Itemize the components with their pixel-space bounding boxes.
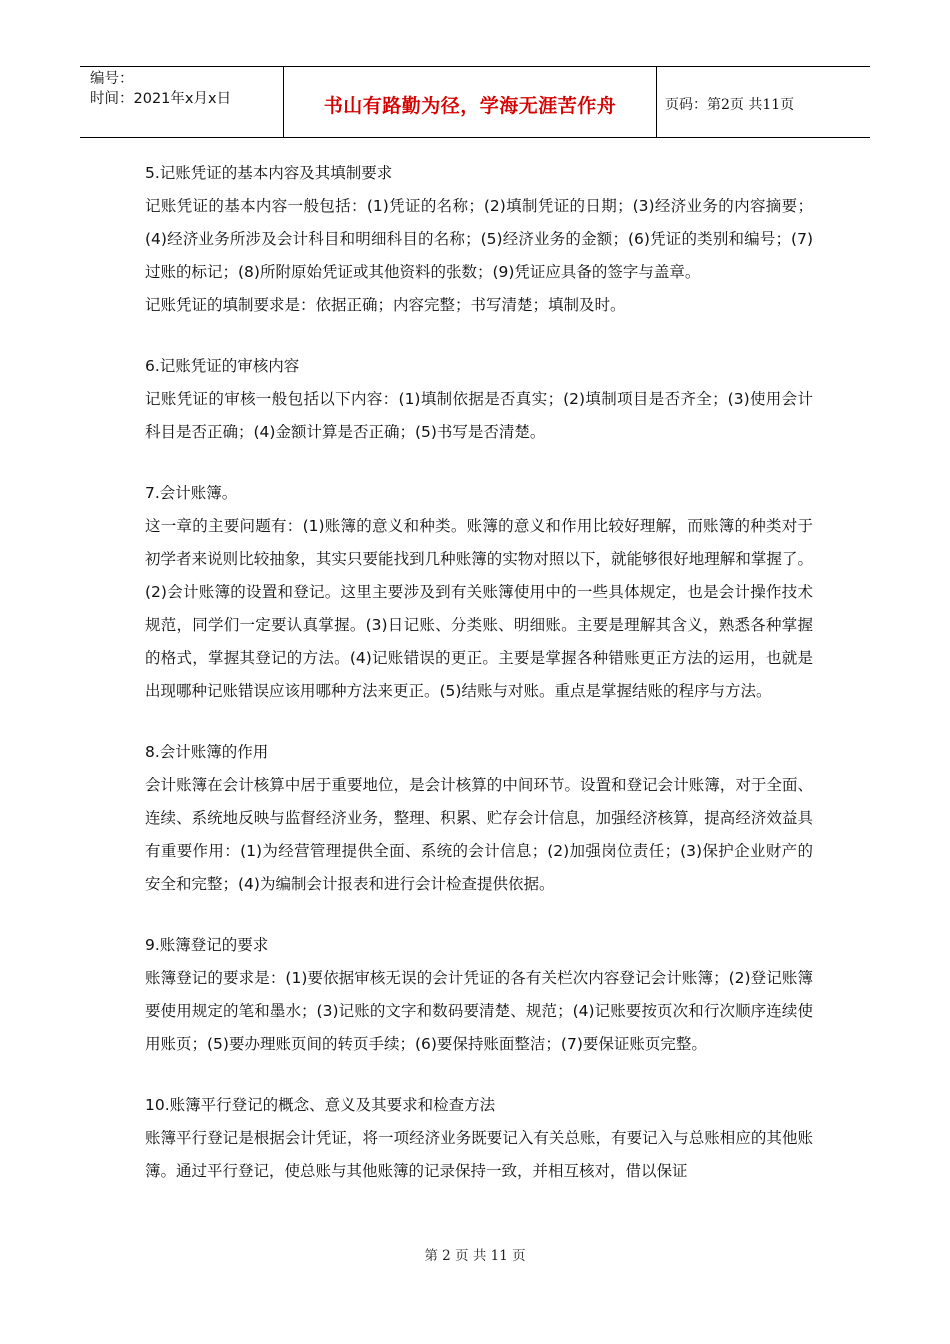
section-paragraph: 账簿登记的要求是：(1)要依据审核无误的会计凭证的各有关栏次内容登记会计账簿；(2)登记账簿要使用规定的笔和墨水；(3)记账的文字和数码要清楚、规范；(4)记账要按页次和行次顺序连续使用账页；(5)要办理账页间的转页手续；(6)要保持账面整洁；(7)要保证账页完整。 [145, 969, 813, 1053]
section-paragraph: 记账凭证的基本内容一般包括：(1)凭证的名称；(2)填制凭证的日期；(3)经济业务的内容摘要；(4)经济业务所涉及会计科目和明细科目的名称；(5)经济业务的金额；(6)凭证的类别和编号；(7)过账的标记；(8)所附原始凭证或其他资料的张数；(9)凭证应具备的签字与盖章。 [145, 197, 813, 281]
header-motto: 书山有路勤为径，学海无涯苦作舟 [323, 95, 617, 117]
section-title: 7.会计账簿。 [145, 484, 238, 502]
section-9 [145, 929, 813, 1061]
section-title: 6.记账凭证的审核内容 [145, 357, 300, 375]
page-header [80, 66, 870, 138]
page-footer: 第 2 页 共 11 页 [424, 1248, 526, 1264]
document-body [145, 157, 813, 1216]
header-motto-cell [284, 67, 657, 137]
section-paragraph: 这一章的主要问题有：(1)账簿的意义和种类。账簿的意义和作用比较好理解，而账簿的种类对于初学者来说则比较抽象，其实只要能找到几种账簿的实物对照以下，就能够很好地理解和掌握了。(2)会计账簿的设置和登记。这里主要涉及到有关账簿使用中的一些具体规定，也是会计操作技术规范，同学们一定要认真掌握。(3)日记账、分类账、明细账。主要是理解其含义，熟悉各种掌握的格式，掌握其登记的方法。(4)记账错误的更正。主要是掌握各种错账更正方法的运用，也就是出现哪种记账错误应该用哪种方法来更正。(5)结账与对账。重点是掌握结账的程序与方法。 [145, 517, 813, 700]
section-7 [145, 477, 813, 708]
section-title: 10.账簿平行登记的概念、意义及其要求和检查方法 [145, 1096, 496, 1114]
header-page-info: 页码：第2页 共11页 [665, 97, 795, 113]
section-paragraph: 账簿平行登记是根据会计凭证，将一项经济业务既要记入有关总账，有要记入与总账相应的其他账簿。通过平行登记，使总账与其他账簿的记录保持一致，并相互核对，借以保证 [145, 1129, 813, 1180]
section-paragraph: 会计账簿在会计核算中居于重要地位，是会计核算的中间环节。设置和登记会计账簿，对于全面、连续、系统地反映与监督经济业务，整理、积累、贮存会计信息，加强经济核算，提高经济效益具有重要作用：(1)为经营管理提供全面、系统的会计信息；(2)加强岗位责任；(3)保护企业财产的安全和完整；(4)为编制会计报表和进行会计检查提供依据。 [145, 776, 813, 893]
section-8 [145, 736, 813, 901]
section-10 [145, 1089, 813, 1188]
section-title: 9.账簿登记的要求 [145, 936, 269, 954]
header-page-cell [657, 67, 870, 137]
header-meta-cell [80, 67, 284, 137]
section-title: 5.记账凭证的基本内容及其填制要求 [145, 164, 393, 182]
document-date: 时间：2021年x月x日 [90, 91, 232, 107]
section-paragraph: 记账凭证的填制要求是：依据正确；内容完整；书写清楚；填制及时。 [145, 296, 626, 314]
document-number-label: 编号： [90, 71, 134, 87]
section-6 [145, 350, 813, 449]
section-paragraph: 记账凭证的审核一般包括以下内容：(1)填制依据是否真实；(2)填制项目是否齐全；(3)使用会计科目是否正确；(4)金额计算是否正确；(5)书写是否清楚。 [145, 390, 813, 441]
section-title: 8.会计账簿的作用 [145, 743, 269, 761]
section-5 [145, 157, 813, 322]
